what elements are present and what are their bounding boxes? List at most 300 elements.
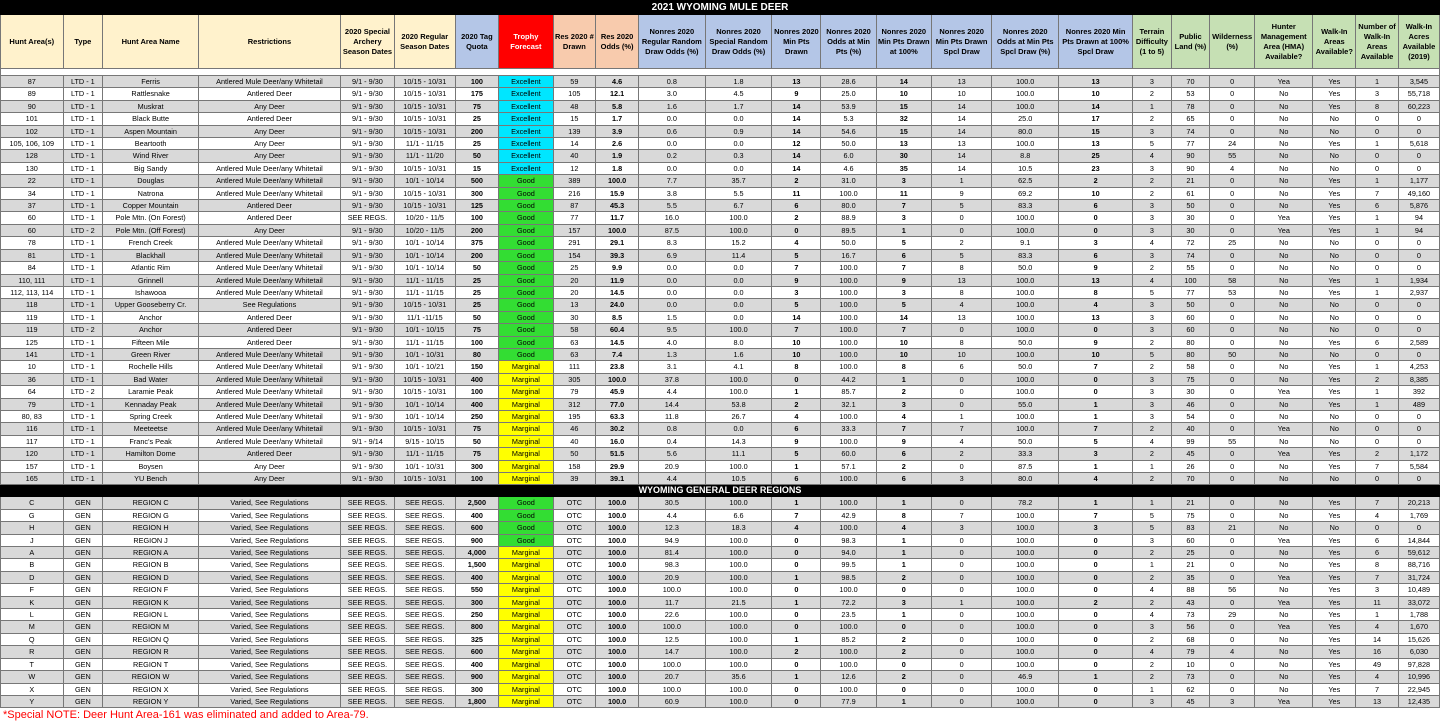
- table-cell: 7: [1356, 683, 1399, 695]
- table-cell: SEE REGS.: [340, 683, 394, 695]
- table-cell: REGION J: [103, 534, 199, 546]
- table-cell: 20: [553, 286, 596, 298]
- table-cell: 100.0: [596, 633, 639, 645]
- table-cell: 3: [1133, 76, 1172, 88]
- table-cell: 11/1 - 11/15: [395, 274, 455, 286]
- table-cell: 9/1 - 9/30: [340, 162, 394, 174]
- table-cell: SEE REGS.: [395, 596, 455, 608]
- table-cell: 0.0: [638, 262, 705, 274]
- table-cell: 8,385: [1398, 373, 1439, 385]
- table-cell: 100.0: [596, 522, 639, 534]
- table-cell: 100.0: [596, 609, 639, 621]
- table-cell: SEE REGS.: [395, 522, 455, 534]
- table-cell: REGION X: [103, 683, 199, 695]
- table-cell: 4.0: [638, 336, 705, 348]
- table-cell: Yes: [1313, 460, 1356, 472]
- table-cell: 48: [553, 100, 596, 112]
- table-cell: Antlered Deer: [199, 448, 341, 460]
- table-row: [1, 138, 1440, 150]
- table-cell: No: [1255, 658, 1313, 670]
- table-cell: 0: [1210, 175, 1255, 187]
- table-cell: 50.0: [992, 336, 1059, 348]
- table-cell: 11/1 - 11/15: [395, 448, 455, 460]
- table-cell: 22: [1, 175, 64, 187]
- column-header: Nonres 2020 Special Random Draw Odds (%): [705, 15, 772, 69]
- table-cell: 2: [1133, 633, 1172, 645]
- table-cell: 100.0: [992, 373, 1059, 385]
- table-cell: GEN: [63, 522, 103, 534]
- table-cell: 0: [772, 609, 821, 621]
- table-cell: 87: [553, 200, 596, 212]
- table-cell: 57.1: [821, 460, 876, 472]
- table-cell: 100.0: [596, 559, 639, 571]
- table-cell: 0: [1398, 348, 1439, 360]
- table-cell: 118: [1, 299, 64, 311]
- table-cell: 9: [772, 435, 821, 447]
- table-cell: 100.0: [992, 534, 1059, 546]
- table-cell: 6: [876, 473, 931, 485]
- table-cell: 5.5: [705, 187, 772, 199]
- table-cell: 0: [931, 671, 991, 683]
- table-cell: Any Deer: [199, 460, 341, 472]
- table-cell: 11/1 - 11/15: [395, 138, 455, 150]
- table-cell: 4: [1356, 671, 1399, 683]
- table-cell: 100.0: [992, 658, 1059, 670]
- table-cell: 10: [876, 348, 931, 360]
- table-cell: 15: [1059, 125, 1133, 137]
- table-cell: Any Deer: [199, 100, 341, 112]
- table-cell: 10/20 - 11/5: [395, 212, 455, 224]
- table-cell: 3: [772, 286, 821, 298]
- table-cell: 21: [1171, 497, 1210, 509]
- table-cell: No: [1255, 683, 1313, 695]
- table-cell: 8: [876, 509, 931, 521]
- table-cell: SEE REGS.: [340, 633, 394, 645]
- table-cell: 16.0: [638, 212, 705, 224]
- table-row: [1, 448, 1440, 460]
- table-cell: 68: [1171, 633, 1210, 645]
- table-cell: REGION G: [103, 509, 199, 521]
- column-header: Public Land (%): [1171, 15, 1210, 69]
- table-cell: Yes: [1313, 88, 1356, 100]
- table-cell: 100.0: [992, 695, 1059, 707]
- table-cell: 400: [455, 658, 499, 670]
- table-cell: Rattlesnake: [103, 88, 199, 100]
- table-cell: SEE REGS.: [340, 497, 394, 509]
- table-cell: 0.6: [638, 125, 705, 137]
- table-cell: 65: [1171, 113, 1210, 125]
- table-cell: 30: [553, 311, 596, 323]
- table-cell: Yes: [1313, 658, 1356, 670]
- table-cell: Yes: [1313, 633, 1356, 645]
- table-cell: 1: [1059, 398, 1133, 410]
- table-cell: Varied, See Regulations: [199, 522, 341, 534]
- table-cell: Varied, See Regulations: [199, 646, 341, 658]
- table-cell: 100.0: [821, 274, 876, 286]
- table-cell: Antlered Deer: [199, 336, 341, 348]
- table-cell: 0: [772, 373, 821, 385]
- trophy-forecast-cell: Good: [499, 212, 553, 224]
- table-cell: 0.0: [705, 113, 772, 125]
- table-cell: GEN: [63, 571, 103, 583]
- title-row: [1, 1, 1440, 15]
- table-cell: 0: [1356, 249, 1399, 261]
- table-cell: Ferris: [103, 76, 199, 88]
- trophy-forecast-cell: Marginal: [499, 671, 553, 683]
- table-cell: 12: [553, 162, 596, 174]
- column-header: Nonres 2020 Min Pts Drawn Spcl Draw: [931, 15, 991, 69]
- table-cell: 11: [876, 187, 931, 199]
- table-cell: 61: [1171, 187, 1210, 199]
- table-cell: SEE REGS.: [395, 646, 455, 658]
- table-cell: 25.0: [821, 88, 876, 100]
- table-cell: 0: [1210, 187, 1255, 199]
- table-cell: 14: [1356, 633, 1399, 645]
- table-cell: No: [1313, 249, 1356, 261]
- table-cell: 51.5: [596, 448, 639, 460]
- table-cell: Kennaday Peak: [103, 398, 199, 410]
- table-cell: 105: [553, 88, 596, 100]
- table-cell: SEE REGS.: [395, 695, 455, 707]
- table-cell: Black Butte: [103, 113, 199, 125]
- table-cell: 9/15 - 10/15: [395, 435, 455, 447]
- table-cell: 30.2: [596, 423, 639, 435]
- table-cell: 0.4: [638, 435, 705, 447]
- table-cell: X: [1, 683, 64, 695]
- table-cell: 50.0: [992, 361, 1059, 373]
- table-cell: 90: [1171, 162, 1210, 174]
- column-header: Wilderness (%): [1210, 15, 1255, 69]
- table-cell: 3: [1356, 584, 1399, 596]
- table-cell: 100.0: [596, 571, 639, 583]
- table-cell: 0: [772, 658, 821, 670]
- table-cell: 2: [876, 571, 931, 583]
- table-cell: Varied, See Regulations: [199, 633, 341, 645]
- table-cell: 35.7: [705, 175, 772, 187]
- table-cell: Yes: [1313, 683, 1356, 695]
- table-cell: 2: [1133, 596, 1172, 608]
- table-cell: Spring Creek: [103, 410, 199, 422]
- trophy-forecast-cell: Marginal: [499, 386, 553, 398]
- table-cell: 31.0: [821, 175, 876, 187]
- table-cell: 1,500: [455, 559, 499, 571]
- table-row: [1, 249, 1440, 261]
- table-cell: Yes: [1313, 584, 1356, 596]
- table-cell: 3: [1133, 299, 1172, 311]
- table-cell: REGION R: [103, 646, 199, 658]
- trophy-forecast-cell: Excellent: [499, 113, 553, 125]
- table-cell: 0: [931, 224, 991, 236]
- table-cell: SEE REGS.: [340, 621, 394, 633]
- table-cell: 111: [553, 361, 596, 373]
- table-cell: 4.6: [821, 162, 876, 174]
- table-cell: Hamilton Dome: [103, 448, 199, 460]
- table-cell: LTD - 2: [63, 324, 103, 336]
- table-cell: 7: [1356, 571, 1399, 583]
- table-cell: 1.8: [705, 76, 772, 88]
- table-cell: Any Deer: [199, 150, 341, 162]
- table-cell: 20.7: [638, 671, 705, 683]
- table-cell: LTD - 1: [63, 286, 103, 298]
- table-cell: 0: [1210, 448, 1255, 460]
- table-cell: 0: [1398, 324, 1439, 336]
- table-cell: Grinnell: [103, 274, 199, 286]
- table-cell: 77.0: [596, 398, 639, 410]
- table-cell: LTD - 1: [63, 473, 103, 485]
- table-cell: 94: [1398, 212, 1439, 224]
- table-cell: No: [1255, 671, 1313, 683]
- table-cell: 58: [553, 324, 596, 336]
- table-cell: 55,718: [1398, 88, 1439, 100]
- table-cell: 80.0: [992, 125, 1059, 137]
- table-cell: 0: [931, 633, 991, 645]
- table-cell: LTD - 1: [63, 423, 103, 435]
- table-cell: 0: [1210, 113, 1255, 125]
- table-cell: Rochelle Hills: [103, 361, 199, 373]
- table-cell: No: [1255, 584, 1313, 596]
- table-cell: 10/20 - 11/5: [395, 224, 455, 236]
- table-cell: SEE REGS.: [395, 534, 455, 546]
- table-cell: 158: [553, 460, 596, 472]
- table-cell: 0: [876, 584, 931, 596]
- table-cell: 1: [1059, 460, 1133, 472]
- table-cell: F: [1, 584, 64, 596]
- table-cell: 1: [1356, 361, 1399, 373]
- table-cell: Wind River: [103, 150, 199, 162]
- table-cell: 24: [1210, 138, 1255, 150]
- table-cell: 0: [1210, 509, 1255, 521]
- column-header: Restrictions: [199, 15, 341, 69]
- table-row: [1, 410, 1440, 422]
- table-cell: 2: [1133, 448, 1172, 460]
- table-cell: 45.9: [596, 386, 639, 398]
- table-cell: No: [1313, 348, 1356, 360]
- table-cell: 10/15 - 10/31: [395, 386, 455, 398]
- table-cell: 130: [1, 162, 64, 174]
- table-cell: 30: [1171, 212, 1210, 224]
- table-cell: No: [1313, 522, 1356, 534]
- table-cell: 0: [1356, 162, 1399, 174]
- table-cell: OTC: [553, 609, 596, 621]
- table-cell: 600: [455, 522, 499, 534]
- table-cell: 14.5: [596, 286, 639, 298]
- table-cell: REGION K: [103, 596, 199, 608]
- table-cell: 98.3: [638, 559, 705, 571]
- table-cell: 0.0: [705, 286, 772, 298]
- table-cell: 0: [1210, 311, 1255, 323]
- table-cell: No: [1255, 522, 1313, 534]
- table-cell: 55: [1171, 262, 1210, 274]
- table-cell: LTD - 1: [63, 410, 103, 422]
- table-cell: SEE REGS.: [340, 522, 394, 534]
- table-cell: 9/1 - 9/30: [340, 386, 394, 398]
- table-cell: 100.0: [596, 621, 639, 633]
- table-cell: 2: [1133, 671, 1172, 683]
- table-cell: 0: [1398, 311, 1439, 323]
- table-cell: 600: [455, 646, 499, 658]
- table-cell: 1: [1133, 100, 1172, 112]
- table-cell: 2: [876, 646, 931, 658]
- table-cell: 10/15 - 10/31: [395, 473, 455, 485]
- table-cell: 157: [553, 224, 596, 236]
- table-cell: OTC: [553, 509, 596, 521]
- table-cell: 100.0: [992, 274, 1059, 286]
- trophy-forecast-cell: Marginal: [499, 646, 553, 658]
- table-cell: 5.3: [821, 113, 876, 125]
- table-cell: 2: [1059, 175, 1133, 187]
- table-cell: 0: [1210, 473, 1255, 485]
- table-cell: 1.5: [638, 311, 705, 323]
- table-row: [1, 571, 1440, 583]
- table-cell: OTC: [553, 571, 596, 583]
- table-cell: Antlered Deer: [199, 311, 341, 323]
- table-cell: 53.8: [705, 398, 772, 410]
- table-cell: 100.0: [596, 509, 639, 521]
- table-cell: 11.7: [638, 596, 705, 608]
- table-cell: 100.0: [705, 373, 772, 385]
- table-cell: 5.6: [638, 448, 705, 460]
- table-cell: No: [1313, 113, 1356, 125]
- table-cell: 0: [1210, 410, 1255, 422]
- table-row: [1, 621, 1440, 633]
- table-cell: 6,030: [1398, 646, 1439, 658]
- table-cell: 1: [876, 497, 931, 509]
- trophy-forecast-cell: Excellent: [499, 150, 553, 162]
- table-cell: 2: [1133, 473, 1172, 485]
- trophy-forecast-cell: Excellent: [499, 88, 553, 100]
- table-cell: 1: [1356, 274, 1399, 286]
- table-cell: Yea: [1255, 212, 1313, 224]
- table-cell: 100.0: [705, 658, 772, 670]
- table-cell: 10/1 - 10/14: [395, 175, 455, 187]
- table-cell: 10: [876, 336, 931, 348]
- column-header: Walk-In Acres Available (2019): [1398, 15, 1439, 69]
- table-cell: No: [1255, 88, 1313, 100]
- table-cell: 0: [1210, 621, 1255, 633]
- table-cell: Varied, See Regulations: [199, 571, 341, 583]
- table-cell: LTD - 1: [63, 435, 103, 447]
- table-cell: OTC: [553, 695, 596, 707]
- table-cell: REGION T: [103, 658, 199, 670]
- table-cell: 14.3: [705, 435, 772, 447]
- table-cell: 16.0: [596, 435, 639, 447]
- table-cell: 300: [455, 683, 499, 695]
- table-row: [1, 683, 1440, 695]
- table-cell: 25: [455, 286, 499, 298]
- table-cell: Varied, See Regulations: [199, 671, 341, 683]
- table-cell: GEN: [63, 547, 103, 559]
- table-cell: 0: [1356, 113, 1399, 125]
- table-cell: 56: [1210, 584, 1255, 596]
- table-cell: No: [1255, 646, 1313, 658]
- table-cell: 24.0: [596, 299, 639, 311]
- table-cell: 64: [1, 386, 64, 398]
- table-cell: 100.0: [992, 621, 1059, 633]
- table-cell: 2: [876, 671, 931, 683]
- table-cell: 100.0: [705, 547, 772, 559]
- table-cell: 3: [1133, 324, 1172, 336]
- table-cell: 25: [455, 138, 499, 150]
- table-cell: 2: [1133, 336, 1172, 348]
- table-cell: 0: [1210, 76, 1255, 88]
- table-cell: 325: [455, 633, 499, 645]
- table-cell: 62: [1171, 683, 1210, 695]
- table-cell: 13: [1059, 311, 1133, 323]
- table-cell: 1: [876, 224, 931, 236]
- table-cell: 165: [1, 473, 64, 485]
- table-cell: 100.0: [705, 497, 772, 509]
- table-cell: 2: [1133, 187, 1172, 199]
- table-cell: 0: [876, 658, 931, 670]
- table-cell: 100.0: [638, 683, 705, 695]
- table-cell: No: [1255, 311, 1313, 323]
- table-cell: GEN: [63, 559, 103, 571]
- table-cell: 0: [1398, 423, 1439, 435]
- table-cell: 14: [931, 100, 991, 112]
- table-cell: SEE REGS.: [340, 212, 394, 224]
- table-cell: 0.0: [705, 299, 772, 311]
- table-cell: No: [1255, 609, 1313, 621]
- table-cell: 6: [1356, 534, 1399, 546]
- table-cell: GEN: [63, 621, 103, 633]
- table-cell: SEE REGS.: [340, 534, 394, 546]
- trophy-forecast-cell: Marginal: [499, 609, 553, 621]
- trophy-forecast-cell: Excellent: [499, 100, 553, 112]
- table-cell: 4.4: [638, 386, 705, 398]
- table-cell: 2: [1059, 596, 1133, 608]
- table-cell: Varied, See Regulations: [199, 695, 341, 707]
- table-cell: 0: [1398, 522, 1439, 534]
- table-cell: 8.8: [992, 150, 1059, 162]
- table-cell: 8.5: [596, 311, 639, 323]
- table-cell: 6: [1356, 200, 1399, 212]
- table-cell: 4: [772, 410, 821, 422]
- table-cell: 37.8: [638, 373, 705, 385]
- table-cell: Natrona: [103, 187, 199, 199]
- table-cell: 100.0: [992, 522, 1059, 534]
- column-header: Nonres 2020 Regular Random Draw Odds (%): [638, 15, 705, 69]
- table-cell: 375: [455, 237, 499, 249]
- column-header: Trophy Forecast: [499, 15, 553, 69]
- table-cell: 20,213: [1398, 497, 1439, 509]
- table-cell: 7: [931, 423, 991, 435]
- table-cell: Fifteen Mile: [103, 336, 199, 348]
- table-cell: 30.5: [638, 497, 705, 509]
- table-cell: 8: [931, 262, 991, 274]
- table-cell: Any Deer: [199, 224, 341, 236]
- trophy-forecast-cell: Good: [499, 286, 553, 298]
- table-cell: 25: [455, 299, 499, 311]
- table-cell: 3: [1059, 448, 1133, 460]
- table-cell: 22.6: [638, 609, 705, 621]
- table-cell: 1: [1059, 410, 1133, 422]
- table-cell: LTD - 1: [63, 373, 103, 385]
- table-cell: 7: [1356, 187, 1399, 199]
- table-cell: 125: [1, 336, 64, 348]
- table-cell: 0: [931, 497, 991, 509]
- table-cell: 100: [455, 76, 499, 88]
- table-cell: 300: [455, 596, 499, 608]
- table-cell: 2: [772, 175, 821, 187]
- table-row: [1, 435, 1440, 447]
- table-cell: 30: [1171, 224, 1210, 236]
- table-cell: 305: [553, 373, 596, 385]
- table-cell: LTD - 1: [63, 311, 103, 323]
- table-cell: REGION A: [103, 547, 199, 559]
- column-header: 2020 Regular Season Dates: [395, 15, 455, 69]
- table-cell: No: [1255, 249, 1313, 261]
- table-cell: 25: [553, 262, 596, 274]
